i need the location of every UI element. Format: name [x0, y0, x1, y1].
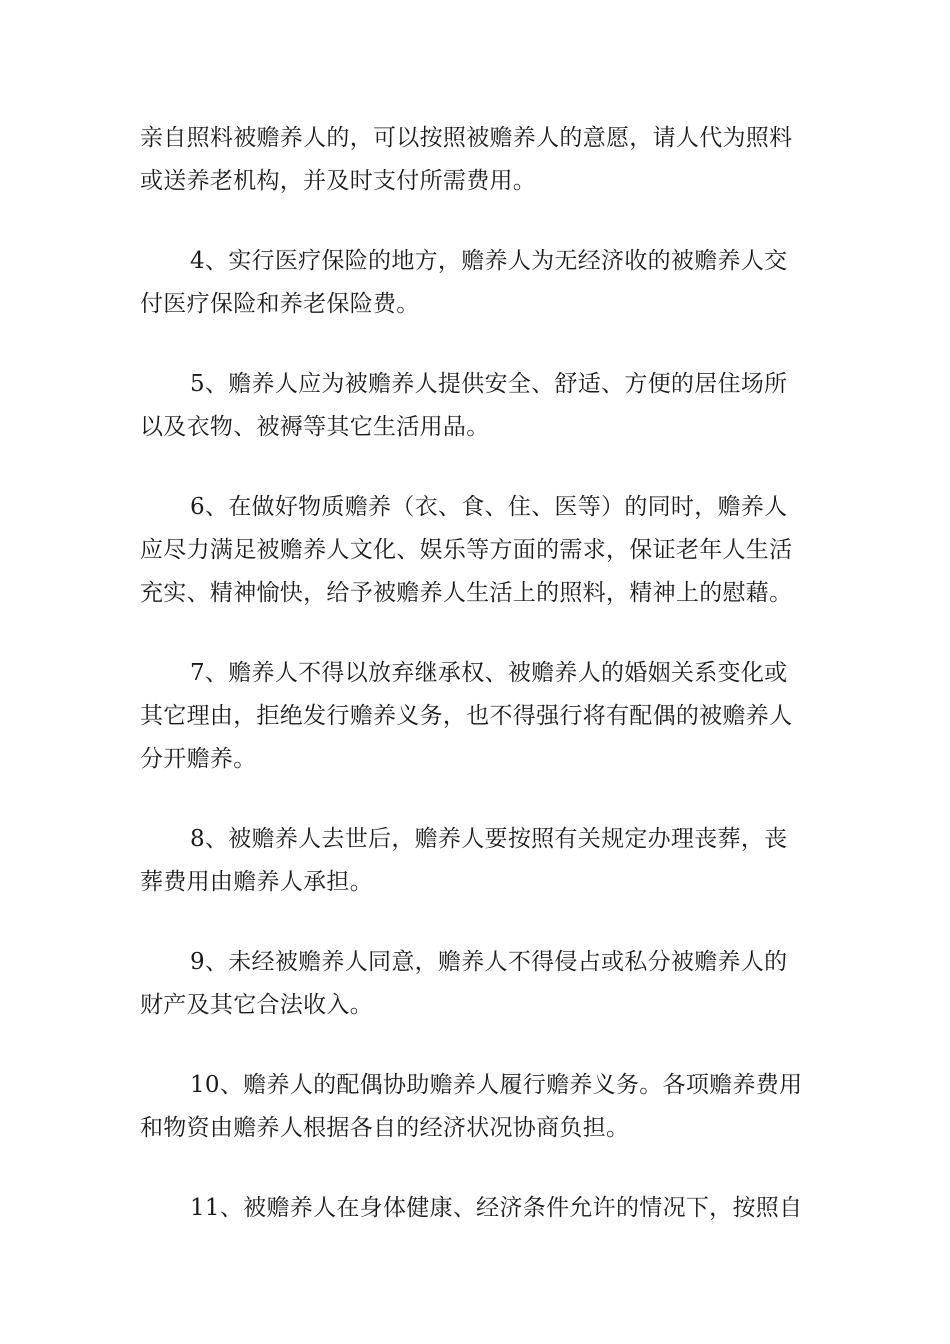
text-line: 7、赡养人不得以放弃继承权、被赡养人的婚姻关系变化或: [190, 660, 788, 686]
clause-8: [140, 818, 812, 904]
text-line: 9、未经被赡养人同意，赡养人不得侵占或私分被赡养人的: [190, 949, 788, 975]
document-body: [140, 117, 812, 1267]
text-line: 11、被赡养人在身体健康、经济条件允许的情况下，按照自: [190, 1195, 803, 1221]
text-line: 亲自照料被赡养人的，可以按照被赡养人的意愿，请人代为照料: [140, 125, 793, 151]
text-line: 10、赡养人的配偶协助赡养人履行赡养义务。各项赡养费用: [190, 1072, 803, 1098]
text-line: 应尽力满足被赡养人文化、娱乐等方面的需求，保证老年人生活: [140, 537, 793, 563]
text-line: 充实、精神愉快，给予被赡养人生活上的照料，精神上的慰藉。: [140, 580, 793, 606]
clause-9: [140, 941, 812, 1027]
clause-4: [140, 240, 812, 326]
text-line: 以及衣物、被褥等其它生活用品。: [140, 414, 490, 440]
text-line: 其它理由，拒绝发行赡养义务，也不得强行将有配偶的被赡养人: [140, 703, 793, 729]
text-line: 财产及其它合法收入。: [140, 992, 373, 1018]
text-line: 8、被赡养人去世后，赡养人要按照有关规定办理丧葬，丧: [190, 826, 788, 852]
text-line: 付医疗保险和养老保险费。: [140, 291, 420, 317]
text-line: 或送养老机构，并及时支付所需费用。: [140, 168, 537, 194]
text-line: 5、赡养人应为被赡养人提供安全、舒适、方便的居住场所: [190, 371, 788, 397]
text-line: 和物资由赡养人根据各自的经济状况协商负担。: [140, 1115, 630, 1141]
clause-5: [140, 363, 812, 449]
text-line: 葬费用由赡养人承担。: [140, 869, 373, 895]
text-line: 分开赡养。: [140, 746, 257, 772]
paragraph-continuation: [140, 117, 812, 203]
clause-6: [140, 486, 812, 615]
clause-10: [140, 1064, 812, 1150]
clause-7: [140, 652, 812, 781]
text-line: 4、实行医疗保险的地方，赡养人为无经济收的被赡养人交: [190, 248, 788, 274]
clause-11: [140, 1187, 812, 1230]
text-line: 6、在做好物质赡养（衣、食、住、医等）的同时，赡养人: [190, 494, 788, 520]
